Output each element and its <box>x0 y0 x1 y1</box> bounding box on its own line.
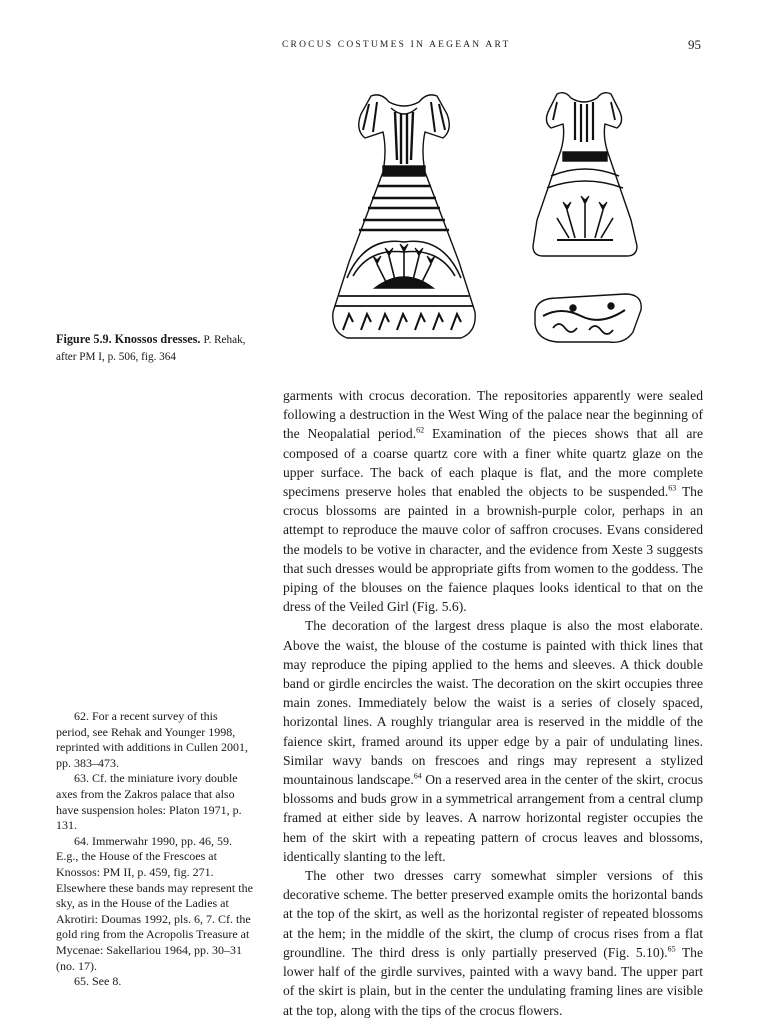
figure-caption <box>56 331 256 365</box>
footnote-ref-63: 63 <box>668 483 677 493</box>
footnote-63: 63. Cf. the miniature ivory double axes from the Zakros palace that also have suspension holes: Platon 1971, p. 131. <box>56 771 242 833</box>
footnote-65: 65. See 8. <box>74 974 122 989</box>
text-run: On a reserved area in the center of the skirt, crocus blossoms and buds grow in a symmetrical arrangement from a central clump framed at either side by leaves. A narrow horizontal register occupies the hem of the skirt with a repeating pattern of crocus leaves and blossoms, identically slanting to the left. <box>283 772 703 864</box>
footnote-ref-65: 65 <box>667 944 676 954</box>
text-run: The lower half of the girdle survives, painted with a wavy band. The upper part of the skirt is plain, but in the center the undulating framing lines are visible at the top, along with the tips of the crocus flowers. <box>283 944 703 1018</box>
dress-plaques-illustration <box>325 80 655 360</box>
footnote-ref-64: 64 <box>413 771 422 781</box>
paragraph <box>283 616 703 866</box>
text-run: Examination of the pieces shows that all are composed of a coarse quartz core with a finer white quartz glaze on the upper surface. The back of each plaque is flat, and the more complete specimens preserve holes that enabled the objects to be suspended. <box>283 426 703 500</box>
text-run: The crocus blossoms are painted in a brownish-purple color, perhaps in an attempt to reproduce the mauve color of saffron crocuses. Evans considered the models to be votive in character, and the evidence from Xeste 3 suggests that such dresses would be appropriate gifts from women to the goddess. The piping of the blouses on the faience plaques looks identical to that on the dress of the Veiled Girl (Fig. 5.6). <box>283 484 703 615</box>
figure-label: Figure 5.9. Knossos dresses. <box>56 332 201 346</box>
paragraph <box>283 386 703 616</box>
running-head: CROCUS COSTUMES IN AEGEAN ART <box>282 40 511 50</box>
body-text <box>283 386 703 1020</box>
footnote-62: 62. For a recent survey of this period, see Rehak and Younger 1998, reprinted with additions in Cullen 2001, pp. 383–473. <box>56 709 248 770</box>
footnote-ref-62: 62 <box>416 425 425 435</box>
page-number: 95 <box>688 37 701 52</box>
fragment-dress-plaque <box>535 294 641 342</box>
footnotes <box>56 709 254 990</box>
small-dress-plaque <box>533 93 637 256</box>
footnote-64: 64. Immerwahr 1990, pp. 46, 59. E.g., the House of the Frescoes at Knossos: PM II, p. 459, fig. 271. Elsewhere these bands may represent the sky, as in the House of the Ladies at Akrotiri: Doumas 1992, pls. 6, 7. Cf. the gold ring from the Acropolis Treasure at Mycenae: Sakellariou 1964, pp. 30–31 (no. 17). <box>56 833 253 973</box>
text-run: The other two dresses carry somewhat simpler versions of this decorative scheme. The better preserved example omits the horizontal bands at the top of the skirt, as well as the horizontal register of repeated blossoms at the hem; in the middle of the skirt, the clump of crocus rises from a flat groundline. The third dress is only partially preserved (Fig. 5.10). <box>283 868 703 960</box>
figure-credit: P. Rehak, after PM I, p. 506, fig. 364 <box>56 334 246 363</box>
text-run: The decoration of the largest dress plaque is also the most elaborate. Above the waist, the blouse of the costume is painted with thick lines that may reproduce the piping applied to the hems and sleeves. A thick double band or girdle encircles the waist. The decoration on the skirt occupies three main zones. Immediately below the waist is a series of closely spaced, horizontal lines. A roughly triangular area is reserved in the middle of the faience skirt, framed around its upper edge by a pair of undulating lines. Similar wavy bands on frescoes and rings may represent a stylized mountainous landscape. <box>283 618 703 788</box>
text-run: garments with crocus decoration. The repositories apparently were sealed following a destruction in the West Wing of the palace near the beginning of the Neopalatial period. <box>283 388 703 442</box>
paragraph <box>283 866 703 1020</box>
large-dress-plaque <box>333 95 475 338</box>
